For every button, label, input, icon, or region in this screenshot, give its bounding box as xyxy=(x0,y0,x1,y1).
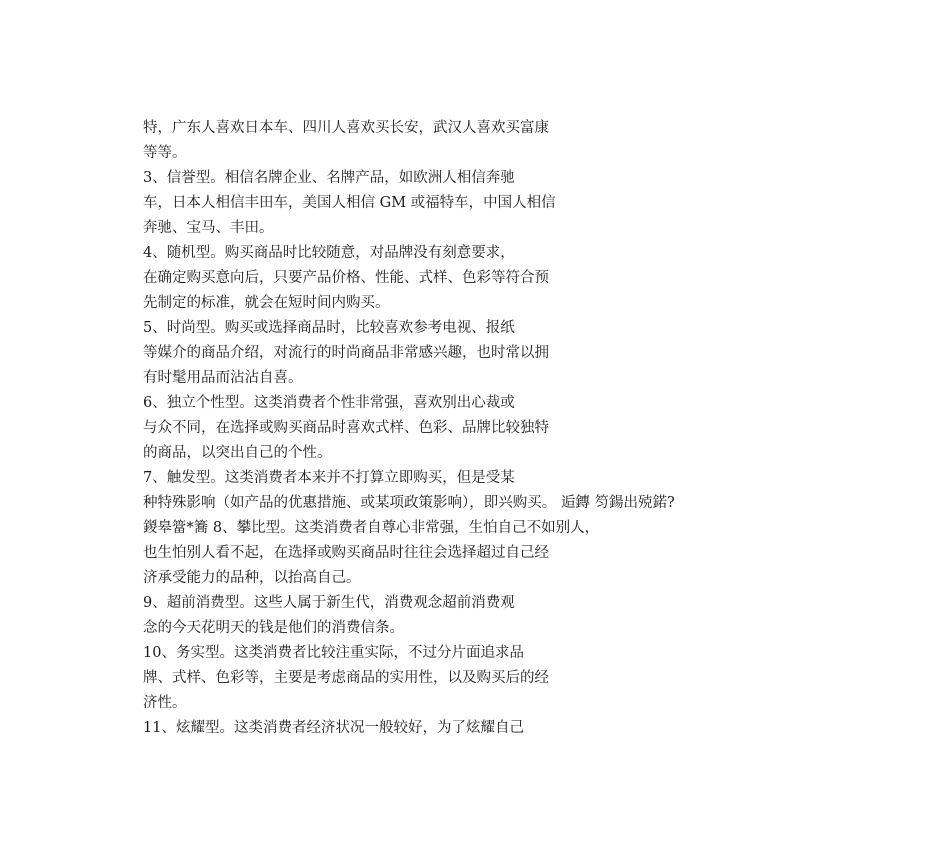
text-line: 等媒介的商品介绍，对流行的时尚商品非常感兴趣，也时常以拥 xyxy=(143,345,549,361)
text-line: 特，广东人喜欢日本车、四川人喜欢买长安，武汉人喜欢买富康 xyxy=(143,120,549,136)
text-line: 也生怕别人看不起，在选择或购买商品时往往会选择超过自己经 xyxy=(143,545,549,561)
document-body xyxy=(143,116,863,741)
text-line: 5、时尚型。购买或选择商品时，比较喜欢参考电视、报纸 xyxy=(143,320,515,336)
text-line: 鍐皋簹*簥 8、攀比型。这类消费者自尊心非常强，生怕自己不如别人， xyxy=(143,520,600,536)
text-line: 6、独立个性型。这类消费者个性非常强，喜欢别出心裁或 xyxy=(143,395,515,411)
text-line: 10、务实型。这类消费者比较注重实际，不过分片面追求品 xyxy=(143,645,524,661)
text-line: 与众不同，在选择或购买商品时喜欢式样、色彩、品牌比较独特 xyxy=(143,420,549,436)
text-line: 9、超前消费型。这些人属于新生代，消费观念超前消费观 xyxy=(143,595,515,611)
text-line: 11、炫耀型。这类消费者经济状况一般较好，为了炫耀自己 xyxy=(143,720,524,736)
text-line: 济承受能力的品种，以抬高自己。 xyxy=(143,570,361,586)
text-line: 在确定购买意向后，只要产品价格、性能、式样、色彩等符合预 xyxy=(143,270,549,286)
text-line: 3、信誉型。相信名牌企业、名牌产品，如欧洲人相信奔驰 xyxy=(143,170,515,186)
text-line: 4、随机型。购买商品时比较随意，对品牌没有刻意要求， xyxy=(143,245,515,261)
text-line: 济性。 xyxy=(143,695,187,711)
text-line: 有时髦用品而沾沾自喜。 xyxy=(143,370,303,386)
text-line: 奔驰、宝马、丰田。 xyxy=(143,220,274,236)
text-line: 等等。 xyxy=(143,145,187,161)
text-line: 种特殊影响（如产品的优惠措施、或某项政策影响），即兴购买。 逅鏄 笉鍚出殑鍩? xyxy=(143,495,675,511)
text-line: 先制定的标准，就会在短时间内购买。 xyxy=(143,295,390,311)
text-line: 的商品，以突出自己的个性。 xyxy=(143,445,332,461)
text-line: 7、触发型。这类消费者本来并不打算立即购买，但是受某 xyxy=(143,470,515,486)
text-line: 念的今天花明天的钱是他们的消费信条。 xyxy=(143,620,404,636)
text-line: 车，日本人相信丰田车，美国人相信 GM 或福特车，中国人相信 xyxy=(143,195,556,211)
text-line: 牌、式样、色彩等，主要是考虑商品的实用性，以及购买后的经 xyxy=(143,670,549,686)
